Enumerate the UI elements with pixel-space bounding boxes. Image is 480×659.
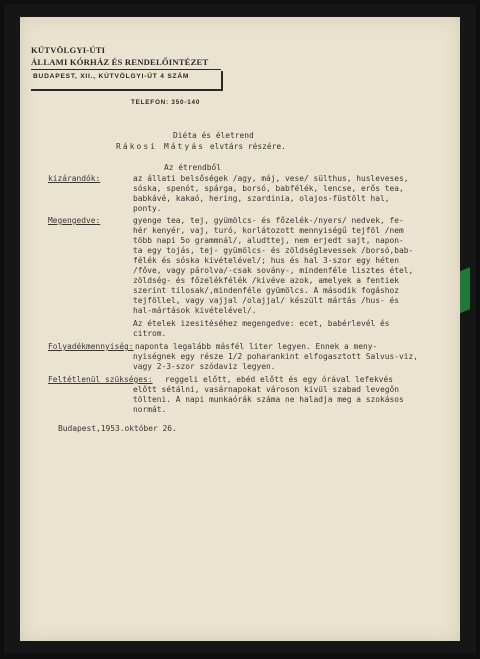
megengedve-line: hér kenyér, vaj, turó, korlátozott mennyiségű tejföl /nem: [133, 226, 404, 235]
folyadek-label: Folyadékmennyiség:: [48, 342, 134, 351]
feltetlenul-line: tölteni. A napi munkaórák száma ne haladja meg a szokásos: [133, 395, 404, 404]
letterhead-rule: [31, 69, 221, 70]
kizarandok-line: az állati belsőségek /agy, máj, vese/ sülthus, husleveses,: [133, 174, 409, 183]
feltetlenul-line: normát.: [133, 405, 167, 414]
document-page: [20, 17, 460, 641]
letterhead-address: BUDAPEST, XII., KÚTVÖLGYI-ÚT 4 SZÁM: [33, 73, 190, 80]
kizarandok-line: babkávé, kakaó, hering, szardinia, olajos-füstölt hal,: [133, 194, 390, 203]
megengedve-line: citrom.: [133, 329, 167, 338]
megengedve-line: ta egy tojás, tej- gyümölcs- és zöldséglevessek /borsó,bab-: [133, 246, 414, 255]
folyadek-line: nyiségnek egy része 1/2 poharankint elfogasztott Salvus-viz,: [133, 352, 419, 361]
letterhead-line1: KÚTVÖLGYI-ÚTI: [31, 45, 106, 55]
feltetlenul-label: Feltétlenül szükséges:: [48, 375, 153, 384]
megengedve-label: Megengedve:: [48, 216, 101, 225]
megengedve-line: /főve, vagy párolva/-csak sovány-, mindenféle lisztes étel,: [133, 266, 414, 275]
document-date: Budapest,1953.október 26.: [58, 424, 177, 433]
letterhead-phone: TELEFON: 350-140: [131, 99, 201, 106]
megengedve-line: félék és sóska kivételével/; hus és hal 3-szor egy héten: [133, 256, 400, 265]
megengedve-line: gyenge tea, tej, gyümölcs- és főzelék-/nyers/ nedvek, fe-: [133, 216, 404, 225]
section-title: Az étrendből: [164, 163, 222, 172]
kizarandok-label: kizárandók:: [48, 174, 101, 183]
megengedve-line: zöldség- és főzelékfélék /kivéve azok, amelyek a fentiek: [133, 276, 400, 285]
folyadek-line: naponta legalább másfél liter legyen. Ennek a meny-: [135, 342, 378, 351]
letterhead-line2: ÁLLAMI KÓRHÁZ ÉS RENDELŐINTÉZET: [31, 57, 209, 67]
megengedve-line: tejföllel, vagy vajjal /olajjal/ készült mártás /hus- és: [133, 296, 400, 305]
kizarandok-line: sóska, spenót, spárga, borsó, babfélék, lencse, erős tea,: [133, 184, 404, 193]
kizarandok-line: ponty.: [133, 204, 162, 213]
megengedve-line: több napi 5o grammnál/, aludttej, nem erjedt sajt, napon-: [133, 236, 404, 245]
feltetlenul-line: előtt sétálni, vasárnapokat városon kivül szabad levegőn: [133, 385, 400, 394]
doc-title: Diéta és életrend: [173, 131, 254, 140]
subtitle-name: Rákosi Mátyás: [116, 142, 206, 151]
doc-subtitle: [116, 142, 286, 153]
megengedve-line: Az ételek izesitéséhez megengedve: ecet, babérlevél és: [133, 319, 390, 328]
folyadek-line: vagy 2-3-szor szódaviz legyen.: [133, 362, 276, 371]
feltetlenul-line: reggeli előtt, ebéd előtt és egy órával lefekvés: [165, 375, 394, 384]
megengedve-line: hal-mártások kivételével/.: [133, 306, 257, 315]
subtitle-suffix: elvtárs részére.: [209, 142, 286, 151]
megengedve-line: szerint tilosak/,mindenféle gyümölcs. A második fogáshoz: [133, 286, 400, 295]
